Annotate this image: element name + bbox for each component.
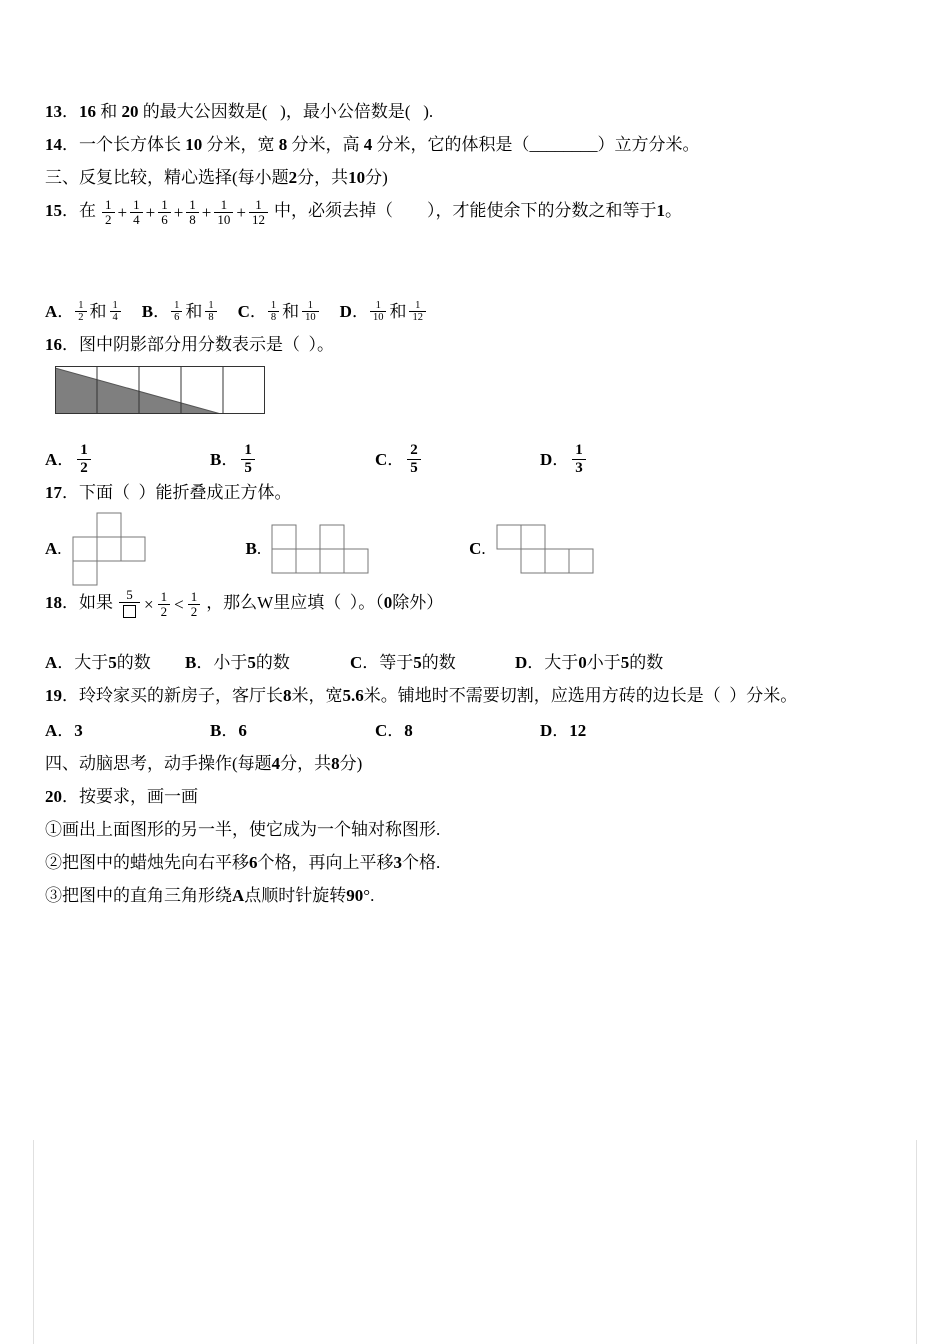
fraction: $\frac{1}{8}$ <box>186 198 199 228</box>
numerator: 5 <box>126 586 133 602</box>
conjunction: 和 <box>185 302 203 322</box>
less-than-sign: < <box>174 595 184 615</box>
q20-subitem-1: ①画出上面图形的另一半，使它成为一个轴对称图形. <box>45 820 441 840</box>
q20-subitem-2: ②把图中的蜡烛先向右平移6个格，再向上平移3个格. <box>45 853 441 873</box>
fraction: $\frac{2}{5}$ <box>407 442 421 476</box>
plus-sign: + <box>236 203 246 223</box>
fraction: $\frac{1}{2}$ <box>188 590 201 620</box>
conjunction: 和 <box>389 302 407 322</box>
q16-option-b <box>210 442 375 476</box>
plus-sign: + <box>173 203 184 223</box>
q18-option-d: D ．大于 0 小于 5 的数 <box>515 653 664 673</box>
q17-net-option-c <box>469 524 594 574</box>
cube-net <box>271 524 369 574</box>
q16-option-c <box>375 442 540 476</box>
q16-shaded-figure <box>55 366 905 414</box>
plus-sign: + <box>117 203 128 223</box>
option-label: C. <box>469 539 486 559</box>
question-18-suffix: ，那么W里应填（ ）。（0除外） <box>206 593 444 613</box>
option-label: A． <box>45 302 75 322</box>
fraction: $\frac{1}{2}$ <box>102 198 115 228</box>
plus-sign: + <box>145 203 156 223</box>
fraction: $\frac{1}{3}$ <box>572 442 586 476</box>
option-label: A． <box>45 449 75 469</box>
option-label: D． <box>339 302 369 322</box>
question-18-prefix: 18．如果 <box>45 593 113 613</box>
q16-option-a <box>45 442 210 476</box>
empty-box <box>123 605 136 618</box>
section-3-heading: 三、反复比较，精心选择(每小题2分，共10分) <box>45 168 388 187</box>
denominator <box>119 602 140 622</box>
option-label: A. <box>45 539 62 559</box>
question-20: 20．按要求，画一画 <box>45 787 198 807</box>
q15-option-a <box>45 295 122 328</box>
question-15 <box>45 194 905 229</box>
page-edge-line-left <box>33 1140 34 1344</box>
q19-option-a: A ． 3 <box>45 721 83 741</box>
fraction: $\frac{1}{12}$ <box>249 198 268 228</box>
fraction: $\frac{1}{6}$ <box>171 300 182 324</box>
fraction: $\frac{1}{2}$ <box>77 442 91 476</box>
fraction: $\frac{1}{2}$ <box>75 300 86 324</box>
fraction: $\frac{1}{10}$ <box>302 300 319 324</box>
fraction-5-over-box <box>119 588 140 623</box>
cube-net-figure <box>72 512 146 586</box>
q17-net-options <box>45 512 905 586</box>
conjunction: 和 <box>89 302 107 322</box>
question-18 <box>45 586 905 622</box>
option-label: C． <box>237 302 267 322</box>
cube-net <box>72 512 146 586</box>
plus-sign: + <box>201 203 212 223</box>
cube-net-figure <box>271 524 369 574</box>
fraction: $\frac{1}{5}$ <box>241 442 255 476</box>
fraction: $\frac{1}{2}$ <box>158 590 171 620</box>
conjunction: 和 <box>282 302 300 322</box>
fraction: $\frac{1}{10}$ <box>214 198 233 228</box>
question-15-suffix: 中，必须去掉（ ），才能使余下的分数之和等于1。 <box>273 201 682 220</box>
fraction-sum-expression <box>101 195 269 230</box>
q18-option-a: A ．大于 5 的数 <box>45 653 151 673</box>
question-17: 17．下面（ ）能折叠成正方体。 <box>45 483 292 503</box>
question-16-options <box>45 442 905 476</box>
question-15-options <box>45 295 905 328</box>
q18-inequality <box>117 587 202 622</box>
q19-option-c: C ． 8 <box>375 721 413 741</box>
fraction: $\frac{1}{6}$ <box>158 198 171 228</box>
question-16: 16．图中阴影部分用分数表示是（ ）。 <box>45 335 334 355</box>
question-18-options <box>45 646 905 679</box>
q19-option-d: D ． 12 <box>540 721 587 741</box>
page-edge-line-right <box>916 1140 917 1344</box>
option-label: D． <box>540 449 570 469</box>
cube-net <box>496 524 594 574</box>
fraction: $\frac{1}{8}$ <box>205 300 216 324</box>
q17-net-option-b <box>246 524 370 574</box>
q18-option-b: B ．小于 5 的数 <box>185 653 290 673</box>
q15-option-c <box>238 295 320 328</box>
q20-subitem-3: ③把图中的直角三角形绕A点顺时针旋转90°. <box>45 886 375 906</box>
q19-option-b: B ． 6 <box>210 721 247 741</box>
shaded-fraction-figure <box>55 366 265 414</box>
option-label: B． <box>141 302 171 322</box>
q18-option-c: C ．等于 5 的数 <box>350 653 456 673</box>
q15-option-d <box>340 295 427 328</box>
question-15-prefix: 15．在 <box>45 201 96 220</box>
question-19-options <box>45 714 905 747</box>
option-label: B． <box>210 449 239 469</box>
option-label: C． <box>375 449 405 469</box>
q16-option-d <box>540 442 705 476</box>
fraction: $\frac{1}{12}$ <box>409 300 426 324</box>
question-14: 14．一个长方体长 10 分米，宽 8 分米，高 4 分米，它的体积是（________）立方分米。 <box>45 135 700 154</box>
cube-net-figure <box>496 524 594 574</box>
q17-net-option-a <box>45 512 146 586</box>
section-4-heading: 四、动脑思考，动手操作(每题4分，共8分) <box>45 754 363 774</box>
q15-option-b <box>142 295 218 328</box>
question-19: 19．玲玲家买的新房子，客厅长8米，宽5.6米。铺地时不需要切割，应选用方砖的边长是（ ）分米。 <box>45 686 798 706</box>
question-13: 13．16 和 20 的最大公因数是( )，最小公倍数是( ). <box>45 102 434 121</box>
fraction: $\frac{1}{4}$ <box>110 300 121 324</box>
fraction: $\frac{1}{8}$ <box>268 300 279 324</box>
fraction: $\frac{1}{10}$ <box>370 300 387 324</box>
times-sign: × <box>144 595 154 615</box>
option-label: B. <box>245 539 262 559</box>
fraction: $\frac{1}{4}$ <box>130 198 143 228</box>
